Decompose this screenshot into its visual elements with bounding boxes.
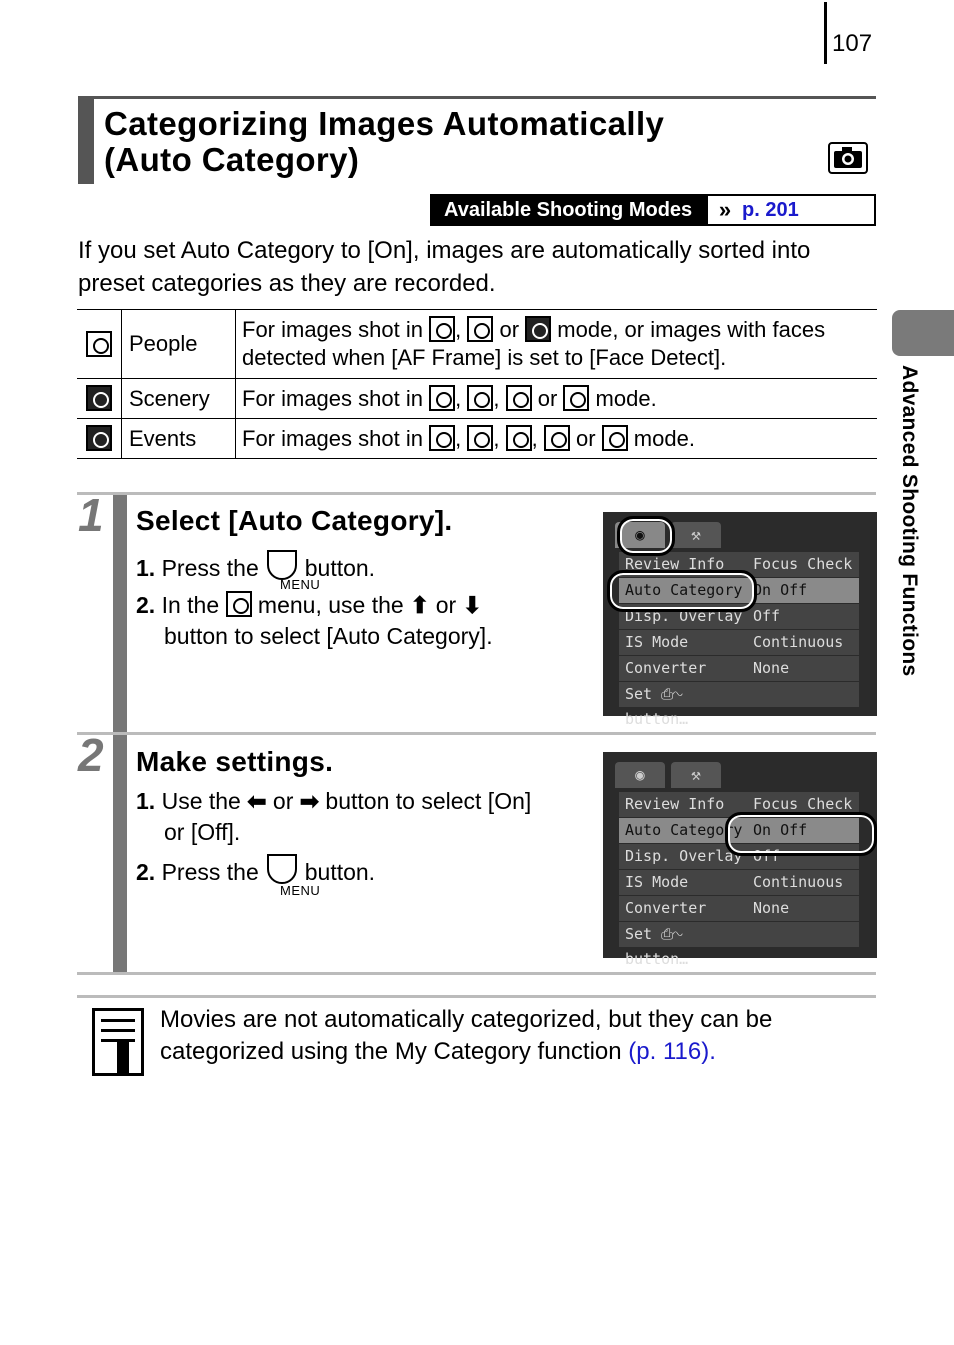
menu-row: Disp. Overlay Off — [619, 844, 859, 869]
settings-tab-icon: ⚒ — [671, 522, 721, 548]
night-scene-mode-icon — [467, 385, 493, 411]
landscape-mode-icon — [429, 385, 455, 411]
title-accent-bar — [78, 99, 94, 184]
menu-button-icon — [267, 854, 297, 884]
camera-icon — [828, 142, 868, 174]
camera-screen-2 — [603, 752, 877, 968]
menu-row: Disp. Overlay Off — [619, 604, 859, 629]
foliage-mode-icon — [506, 385, 532, 411]
step2-instruction-2: 2. Press the button. — [136, 854, 375, 888]
intro-paragraph: If you set Auto Category to [On], images are automatically sorted into preset categories as they are recorded. — [78, 237, 811, 297]
side-tab-label: Advanced Shooting Functions — [898, 365, 921, 677]
page-title-line1: Categorizing Images Automatically — [104, 105, 665, 142]
portrait-mode-icon — [429, 316, 455, 342]
menu-row: Review Info Focus Check — [619, 792, 859, 817]
left-arrow-icon: ⬅ — [247, 788, 267, 814]
step1-instruction-2: 2. In the menu, use the ⬆ or ⬇ button to select [Auto Category]. — [136, 592, 493, 649]
down-arrow-icon: ⬇ — [462, 592, 482, 618]
table-row: Scenery For images shot in , , or mode. — [77, 379, 877, 419]
indoor-mode-icon — [525, 316, 551, 342]
step1-bar — [113, 495, 127, 733]
table-row: Events For images shot in , , , or mode. — [77, 419, 877, 459]
menu-button-icon — [267, 550, 297, 580]
menu-row: Auto Category On Off — [619, 578, 859, 603]
highlight-ring — [617, 516, 675, 556]
sunset-mode-icon — [563, 385, 589, 411]
menu-row: Auto Category On Off — [619, 818, 859, 843]
section-end-rule — [77, 972, 876, 975]
category-table — [77, 309, 877, 459]
camera-menu-icon — [226, 591, 252, 617]
step2-title: Make settings. — [136, 746, 334, 777]
step1-number: 1 — [78, 489, 104, 541]
right-arrow-icon: ➡ — [299, 788, 320, 814]
up-arrow-icon: ⬆ — [410, 592, 430, 618]
camera-tab-icon: ◉ — [615, 762, 665, 788]
kids-pets-mode-icon — [467, 316, 493, 342]
step1-title: Select [Auto Category]. — [136, 505, 453, 536]
menu-row: Converter None — [619, 656, 859, 681]
camera-tab-icon: ◉ — [615, 522, 665, 548]
step2-bar — [113, 735, 127, 973]
menu-row: IS Mode Continuous — [619, 870, 859, 895]
people-icon — [86, 331, 112, 357]
note-page-link[interactable]: (p. 116) — [628, 1038, 710, 1065]
available-shooting-modes — [430, 194, 876, 226]
category-name: Scenery — [122, 379, 236, 419]
note-rule — [77, 995, 876, 998]
snow-mode-icon — [467, 425, 493, 451]
highlight-ring — [607, 570, 757, 612]
step1-instruction-1: 1. Press the button. — [136, 550, 375, 584]
modes-page-link[interactable]: p. 201 — [742, 199, 799, 221]
page-number: 107 — [832, 30, 873, 57]
camera-screen-1 — [603, 512, 877, 728]
step2-rule — [77, 732, 876, 735]
menu-caption: MENU — [280, 883, 321, 898]
category-name: Events — [122, 419, 236, 459]
note-icon — [92, 1008, 144, 1076]
page-title-line2: (Auto Category) — [104, 141, 360, 178]
aquarium-mode-icon — [544, 425, 570, 451]
page-number-rule — [824, 2, 827, 64]
category-name: People — [122, 310, 236, 379]
side-tab — [892, 310, 954, 356]
table-row: People For images shot in , or mode, or images with faces detected when [AF Frame] is set to [Face Detect]. — [77, 310, 877, 379]
settings-tab-icon: ⚒ — [671, 762, 721, 788]
step2-instruction-1: 1. Use the ⬅ or ➡ button to select [On] or [Off]. — [136, 788, 532, 845]
underwater-mode-icon — [602, 425, 628, 451]
menu-row: Set ⎙∿ button… — [619, 682, 859, 707]
menu-caption: MENU — [280, 577, 321, 592]
fireworks-mode-icon — [429, 425, 455, 451]
modes-label: Available Shooting Modes — [432, 196, 708, 224]
page-title — [104, 106, 664, 178]
events-icon — [86, 425, 112, 451]
title-rule — [78, 96, 876, 99]
step1-rule — [77, 492, 876, 495]
highlight-ring — [725, 812, 877, 856]
scenery-icon — [86, 385, 112, 411]
note-text: Movies are not automatically categorized, but they can be categorized using the My Category function (p. 116). — [160, 1006, 773, 1065]
menu-row: Review Info Focus Check — [619, 552, 859, 577]
menu-row: Set ⎙∿ button… — [619, 922, 859, 947]
step2-number: 2 — [78, 729, 104, 781]
menu-row: Converter None — [619, 896, 859, 921]
double-chevron-icon: » — [718, 197, 732, 222]
beach-mode-icon — [506, 425, 532, 451]
menu-row: IS Mode Continuous — [619, 630, 859, 655]
